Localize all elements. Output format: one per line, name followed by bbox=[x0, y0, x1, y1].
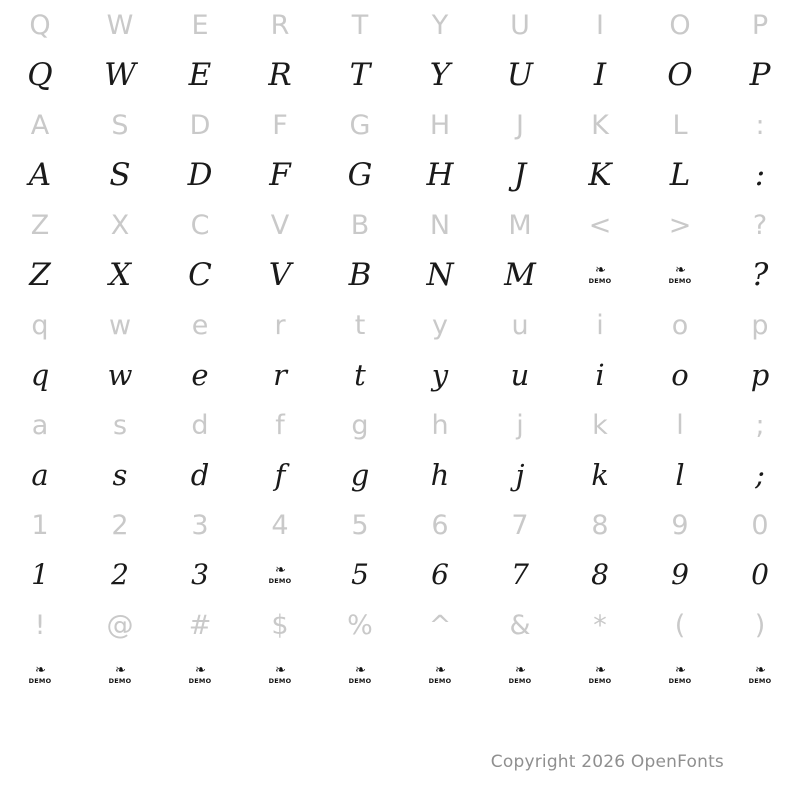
demo-badge-icon bbox=[669, 265, 692, 284]
key-label-cell: 1 bbox=[31, 509, 49, 541]
demo-badge-icon bbox=[189, 665, 212, 684]
key-label-cell: ^ bbox=[428, 609, 452, 641]
key-label-cell: * bbox=[593, 609, 607, 641]
key-label-cell: 3 bbox=[191, 509, 209, 541]
demo-badge-label: DEMO bbox=[268, 577, 292, 586]
key-label-cell: ; bbox=[755, 409, 765, 441]
key-label-cell: d bbox=[191, 409, 209, 441]
key-label-cell: g bbox=[351, 409, 369, 441]
demo-badge-leaf-icon: ❧ bbox=[355, 663, 365, 679]
glyph-cell: 5 bbox=[351, 558, 369, 591]
glyph-cell: k bbox=[591, 457, 609, 492]
key-label-cell: 5 bbox=[351, 509, 369, 541]
glyph-cell: S bbox=[109, 156, 131, 193]
demo-badge-label: DEMO bbox=[588, 277, 612, 286]
demo-badge-icon bbox=[349, 665, 372, 684]
demo-badge-leaf-icon: ❧ bbox=[35, 663, 45, 679]
glyph-cell: e bbox=[191, 357, 209, 392]
glyph-cell: o bbox=[671, 357, 689, 392]
key-label-cell: w bbox=[108, 309, 132, 341]
key-label-cell: G bbox=[349, 109, 371, 141]
demo-badge-leaf-icon: ❧ bbox=[275, 663, 285, 679]
glyph-cell: O bbox=[667, 56, 693, 93]
key-label-cell: H bbox=[429, 109, 451, 141]
demo-badge-icon bbox=[109, 665, 132, 684]
demo-badge-icon bbox=[589, 665, 612, 684]
demo-badge-leaf-icon: ❧ bbox=[675, 263, 685, 279]
glyph-cell bbox=[720, 650, 800, 700]
demo-badge-icon bbox=[429, 665, 452, 684]
glyph-cell: 6 bbox=[431, 558, 449, 591]
key-label-cell: 9 bbox=[671, 509, 689, 541]
key-label-cell: k bbox=[592, 409, 608, 441]
key-label-cell: ) bbox=[754, 609, 766, 641]
demo-badge-label: DEMO bbox=[428, 677, 452, 686]
glyph-cell bbox=[0, 650, 80, 700]
key-label-cell: t bbox=[354, 309, 366, 341]
key-label-cell: ( bbox=[674, 609, 686, 641]
demo-badge-label: DEMO bbox=[188, 677, 212, 686]
copyright-notice: Copyright 2026 OpenFonts bbox=[490, 752, 724, 772]
key-label-cell: i bbox=[596, 309, 604, 341]
glyph-cell: F bbox=[269, 156, 291, 193]
key-label-cell: & bbox=[509, 609, 531, 641]
glyph-cell: l bbox=[675, 457, 685, 492]
glyph-cell: N bbox=[426, 256, 454, 293]
key-label-cell: l bbox=[676, 409, 684, 441]
glyph-cell: y bbox=[431, 357, 449, 392]
glyph-cell: Y bbox=[429, 56, 451, 93]
glyph-cell bbox=[560, 250, 640, 300]
key-label-cell: u bbox=[511, 309, 529, 341]
key-label-cell: 4 bbox=[271, 509, 289, 541]
glyph-cell: g bbox=[350, 457, 370, 492]
glyph-cell: j bbox=[515, 457, 525, 492]
glyph-cell: 7 bbox=[511, 558, 529, 591]
glyph-cell: ; bbox=[755, 457, 765, 492]
glyph-cell: f bbox=[274, 457, 286, 492]
key-label-cell: U bbox=[510, 9, 530, 41]
glyph-cell: A bbox=[28, 156, 52, 193]
demo-badge-leaf-icon: ❧ bbox=[115, 663, 125, 679]
key-label-cell: A bbox=[30, 109, 50, 141]
glyph-cell: R bbox=[268, 56, 292, 93]
key-label-cell: @ bbox=[106, 609, 134, 641]
glyph-cell: 1 bbox=[31, 558, 49, 591]
demo-badge-icon bbox=[749, 665, 772, 684]
glyph-cell: I bbox=[593, 56, 607, 93]
glyph-cell: B bbox=[348, 256, 372, 293]
key-label-cell: : bbox=[755, 109, 765, 141]
demo-badge-label: DEMO bbox=[348, 677, 372, 686]
glyph-cell bbox=[560, 650, 640, 700]
demo-badge-leaf-icon: ❧ bbox=[435, 663, 445, 679]
key-label-cell: P bbox=[751, 9, 769, 41]
key-label-cell: e bbox=[191, 309, 209, 341]
demo-badge-leaf-icon: ❧ bbox=[755, 663, 765, 679]
glyph-cell: d bbox=[190, 457, 210, 492]
key-label-cell: y bbox=[432, 309, 448, 341]
demo-badge-label: DEMO bbox=[668, 677, 692, 686]
glyph-cell: E bbox=[188, 56, 212, 93]
glyph-cell: i bbox=[595, 357, 605, 392]
key-label-cell: J bbox=[516, 109, 524, 141]
glyph-cell bbox=[640, 250, 720, 300]
key-label-cell: $ bbox=[271, 609, 289, 641]
glyph-cell: L bbox=[669, 156, 691, 193]
key-label-cell: T bbox=[351, 9, 369, 41]
key-label-cell: B bbox=[350, 209, 370, 241]
key-label-cell: 0 bbox=[751, 509, 769, 541]
glyph-cell bbox=[640, 650, 720, 700]
glyph-cell: w bbox=[107, 357, 133, 392]
key-label-cell: 8 bbox=[591, 509, 609, 541]
glyph-cell: : bbox=[754, 156, 766, 193]
key-label-cell: # bbox=[188, 609, 212, 641]
key-label-cell: Y bbox=[431, 9, 449, 41]
glyph-cell: r bbox=[273, 357, 287, 392]
key-label-cell: f bbox=[275, 409, 285, 441]
key-label-cell: N bbox=[429, 209, 451, 241]
glyph-cell: 8 bbox=[591, 558, 609, 591]
glyph-cell: H bbox=[426, 156, 454, 193]
key-label-cell: R bbox=[270, 9, 290, 41]
glyph-cell: 3 bbox=[191, 558, 209, 591]
key-label-cell: h bbox=[431, 409, 449, 441]
glyph-cell bbox=[240, 650, 320, 700]
glyph-cell: u bbox=[510, 357, 530, 392]
demo-badge-label: DEMO bbox=[748, 677, 772, 686]
glyph-cell bbox=[240, 550, 320, 600]
key-label-cell: 6 bbox=[431, 509, 449, 541]
demo-badge-icon bbox=[509, 665, 532, 684]
key-label-cell: a bbox=[31, 409, 49, 441]
demo-badge-leaf-icon: ❧ bbox=[595, 663, 605, 679]
glyph-cell: 9 bbox=[671, 558, 689, 591]
glyph-cell: p bbox=[750, 357, 770, 392]
key-label-cell: ! bbox=[34, 609, 46, 641]
glyph-cell: T bbox=[349, 56, 371, 93]
glyph-cell bbox=[160, 650, 240, 700]
key-label-cell: 2 bbox=[111, 509, 129, 541]
glyph-cell: U bbox=[506, 56, 534, 93]
demo-badge-label: DEMO bbox=[28, 677, 52, 686]
key-label-cell: ? bbox=[752, 209, 768, 241]
key-label-cell: F bbox=[272, 109, 288, 141]
key-label-cell: Z bbox=[30, 209, 50, 241]
demo-badge-label: DEMO bbox=[588, 677, 612, 686]
key-label-cell: W bbox=[106, 9, 134, 41]
glyph-cell: P bbox=[749, 56, 771, 93]
key-label-cell: Q bbox=[29, 9, 51, 41]
key-label-cell: > bbox=[668, 209, 692, 241]
glyph-cell: J bbox=[513, 156, 527, 193]
key-label-cell: o bbox=[671, 309, 689, 341]
key-label-cell: X bbox=[110, 209, 130, 241]
glyph-cell: 2 bbox=[111, 558, 129, 591]
glyph-cell: Z bbox=[29, 256, 51, 293]
key-label-cell: E bbox=[191, 9, 209, 41]
key-label-cell: V bbox=[270, 209, 290, 241]
demo-badge-icon bbox=[29, 665, 52, 684]
glyph-cell: V bbox=[268, 256, 292, 293]
glyph-cell: s bbox=[112, 457, 128, 492]
key-label-cell: q bbox=[31, 309, 49, 341]
demo-badge-icon bbox=[269, 565, 292, 584]
demo-badge-icon bbox=[269, 665, 292, 684]
key-label-cell: j bbox=[516, 409, 524, 441]
glyph-cell: C bbox=[188, 256, 212, 293]
glyph-cell: Q bbox=[27, 56, 53, 93]
glyph-cell: G bbox=[347, 156, 373, 193]
key-label-cell: L bbox=[672, 109, 688, 141]
glyph-cell: h bbox=[430, 457, 450, 492]
glyph-cell bbox=[400, 650, 480, 700]
key-label-cell: < bbox=[588, 209, 612, 241]
glyph-cell: M bbox=[504, 256, 536, 293]
key-label-cell: p bbox=[751, 309, 769, 341]
key-label-cell: s bbox=[112, 409, 128, 441]
demo-badge-label: DEMO bbox=[108, 677, 132, 686]
glyph-cell: X bbox=[108, 256, 132, 293]
demo-badge-label: DEMO bbox=[508, 677, 532, 686]
demo-badge-leaf-icon: ❧ bbox=[515, 663, 525, 679]
demo-badge-icon bbox=[669, 665, 692, 684]
key-label-cell: K bbox=[591, 109, 609, 141]
key-label-cell: r bbox=[274, 309, 286, 341]
demo-badge-leaf-icon: ❧ bbox=[275, 563, 285, 579]
glyph-cell bbox=[320, 650, 400, 700]
glyph-cell: 0 bbox=[751, 558, 769, 591]
glyph-cell bbox=[480, 650, 560, 700]
glyph-cell bbox=[80, 650, 160, 700]
glyph-cell: t bbox=[354, 357, 366, 392]
key-label-cell: M bbox=[508, 209, 532, 241]
demo-badge-label: DEMO bbox=[668, 277, 692, 286]
demo-badge-leaf-icon: ❧ bbox=[195, 663, 205, 679]
glyph-cell: ? bbox=[751, 256, 769, 293]
key-label-cell: D bbox=[189, 109, 211, 141]
key-label-cell: % bbox=[347, 609, 373, 641]
demo-badge-leaf-icon: ❧ bbox=[675, 663, 685, 679]
glyph-cell: W bbox=[104, 56, 136, 93]
key-label-cell: C bbox=[190, 209, 210, 241]
glyph-cell: a bbox=[31, 457, 49, 492]
key-label-cell: 7 bbox=[511, 509, 529, 541]
demo-badge-label: DEMO bbox=[268, 677, 292, 686]
glyph-cell: K bbox=[588, 156, 612, 193]
glyph-cell: q bbox=[30, 357, 50, 392]
key-label-cell: O bbox=[669, 9, 691, 41]
demo-badge-icon bbox=[589, 265, 612, 284]
key-label-cell: I bbox=[596, 9, 604, 41]
demo-badge-leaf-icon: ❧ bbox=[595, 263, 605, 279]
key-label-cell: S bbox=[111, 109, 129, 141]
glyph-cell: D bbox=[187, 156, 213, 193]
